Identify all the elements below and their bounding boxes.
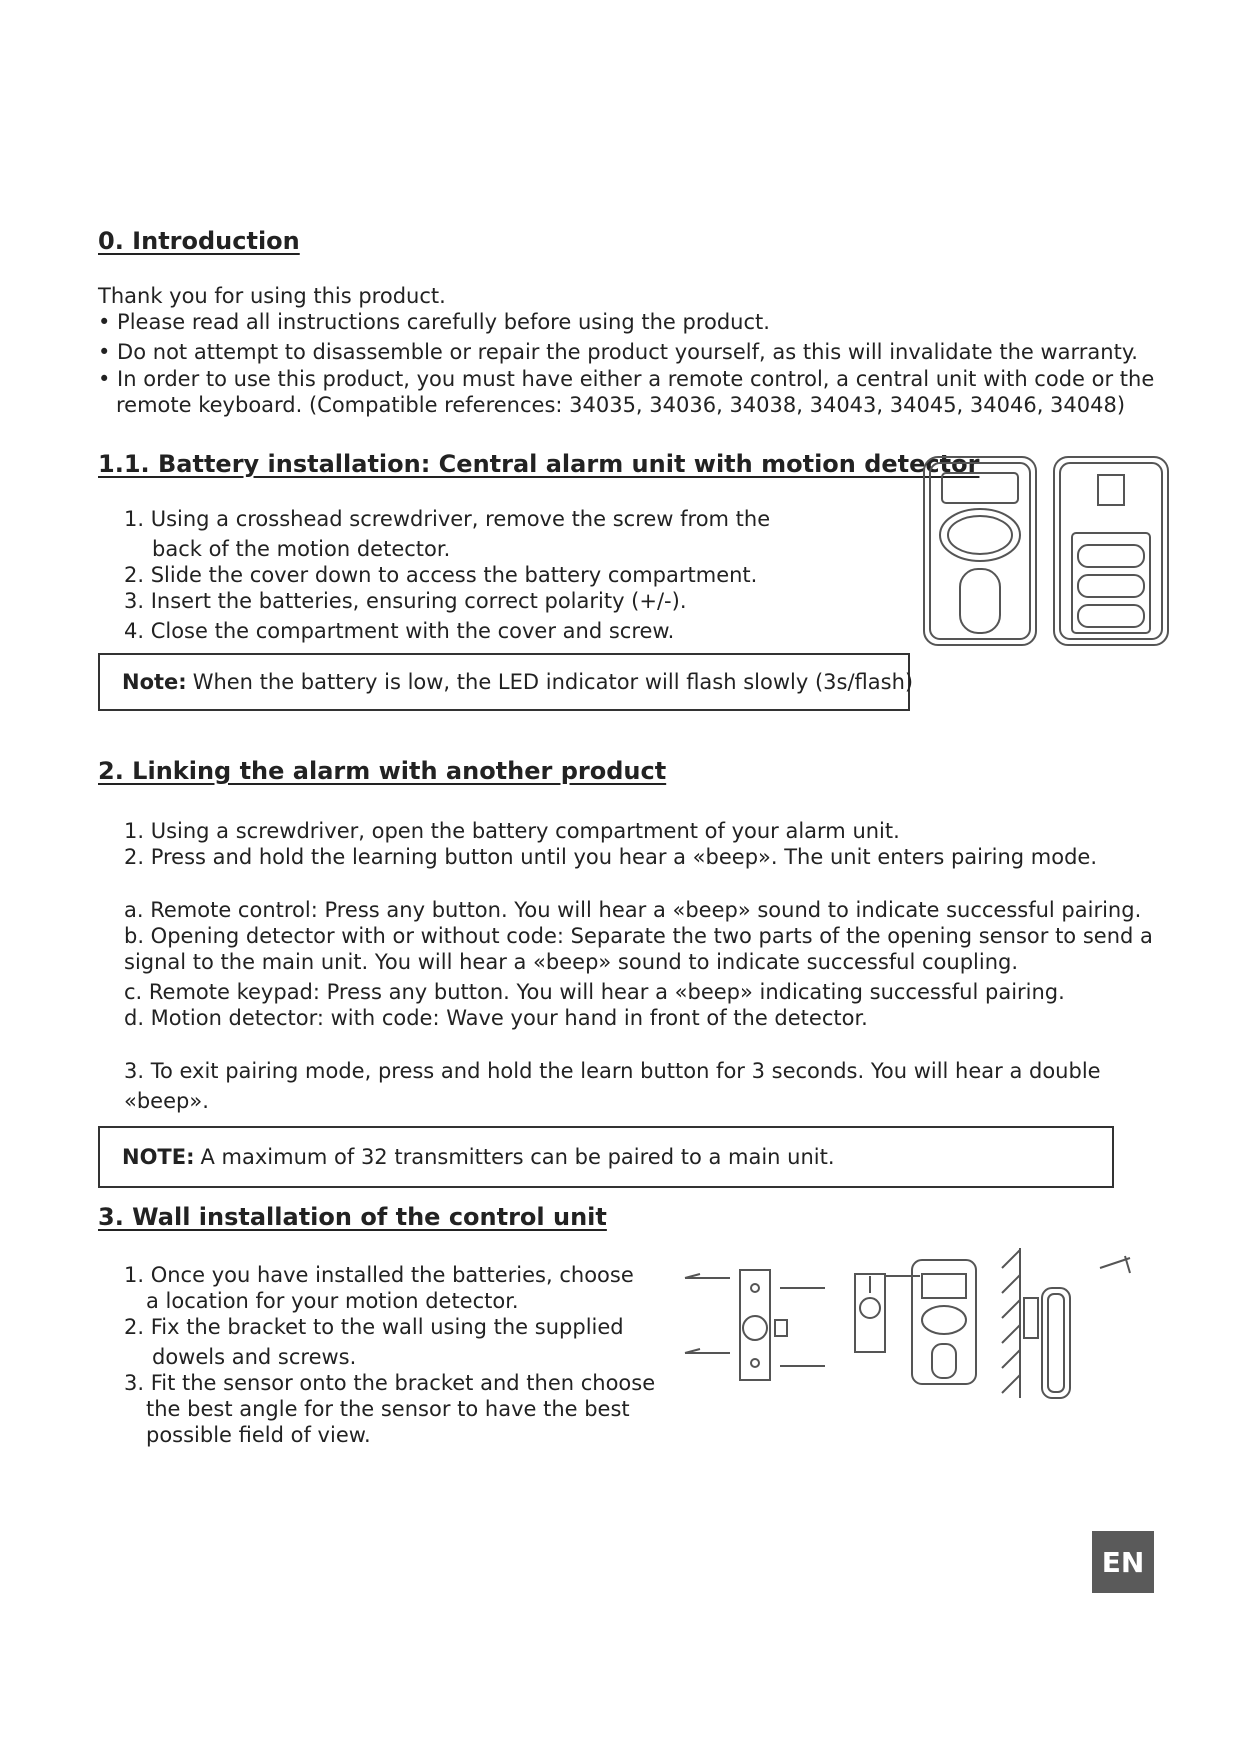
wall-installation-figure [680, 1248, 1150, 1408]
wall-heading: 3. Wall installation of the control unit [98, 1203, 607, 1231]
bracket-with-screws-illustration [685, 1270, 825, 1380]
battery-installation-figure [920, 453, 1190, 653]
battery-note-text: When the battery is low, the LED indicator will flash slowly (3s/flash) [192, 670, 914, 694]
intro-bullet: • In order to use this product, you must have either a remote control, a central unit with code or the [98, 367, 1155, 391]
battery-step-continued: back of the motion detector. [152, 537, 451, 561]
wall-step-continued: a location for your motion detector. [146, 1289, 519, 1313]
linking-step: 1. Using a screwdriver, open the battery compartment of your alarm unit. [124, 819, 900, 843]
language-badge: EN [1092, 1531, 1154, 1593]
linking-heading: 2. Linking the alarm with another product [98, 757, 667, 785]
wall-step-continued: possible field of view. [146, 1423, 371, 1447]
wall-mounted-side-view-illustration [1002, 1248, 1130, 1398]
sensor-on-bracket-illustration [855, 1260, 976, 1384]
intro-heading: 0. Introduction [98, 227, 300, 255]
wall-step: 3. Fit the sensor onto the bracket and then choose [124, 1371, 656, 1395]
intro-bullet-continued: remote keyboard. (Compatible references: 34035, 34036, 34038, 34043, 34045, 34046, 34048) [116, 393, 1126, 417]
battery-heading: 1.1. Battery installation: Central alarm unit with motion detector [98, 450, 980, 478]
linking-substep: b. Opening detector with or without code: Separate the two parts of the opening sensor to send a [124, 924, 1153, 948]
battery-step: 3. Insert the batteries, ensuring correct polarity (+/-). [124, 589, 687, 613]
intro-bullet: • Please read all instructions carefully before using the product. [98, 310, 770, 334]
linking-exit-step-continued: «beep». [124, 1089, 209, 1113]
note-label: NOTE: [122, 1145, 195, 1169]
linking-substep: d. Motion detector: with code: Wave your hand in front of the detector. [124, 1006, 868, 1030]
wall-step-continued: the best angle for the sensor to have the best [146, 1397, 630, 1421]
wall-step-continued: dowels and screws. [152, 1345, 357, 1369]
detector-front-illustration [924, 457, 1036, 645]
battery-step: 4. Close the compartment with the cover and screw. [124, 619, 675, 643]
linking-substep-continued: signal to the main unit. You will hear a «beep» sound to indicate successful coupling. [124, 950, 1019, 974]
detector-back-illustration [1054, 457, 1168, 645]
battery-step: 2. Slide the cover down to access the battery compartment. [124, 563, 758, 587]
intro-bullet: • Do not attempt to disassemble or repair the product yourself, as this will invalidate the warranty. [98, 340, 1138, 364]
linking-note-text: A maximum of 32 transmitters can be paired to a main unit. [200, 1145, 835, 1169]
linking-note-box [98, 1126, 1114, 1188]
linking-substep: c. Remote keypad: Press any button. You will hear a «beep» indicating successful pairing. [124, 980, 1065, 1004]
linking-step: 2. Press and hold the learning button until you hear a «beep». The unit enters pairing mode. [124, 845, 1097, 869]
linking-exit-step: 3. To exit pairing mode, press and hold the learn button for 3 seconds. You will hear a double [124, 1059, 1101, 1083]
battery-note-box [98, 653, 914, 711]
note-label: Note: [122, 670, 187, 694]
linking-substep: a. Remote control: Press any button. You will hear a «beep» sound to indicate successful pairing. [124, 898, 1142, 922]
wall-step: 1. Once you have installed the batteries, choose [124, 1263, 634, 1287]
wall-step: 2. Fix the bracket to the wall using the supplied [124, 1315, 624, 1339]
battery-step: 1. Using a crosshead screwdriver, remove the screw from the [124, 507, 771, 531]
intro-thanks: Thank you for using this product. [98, 284, 446, 308]
